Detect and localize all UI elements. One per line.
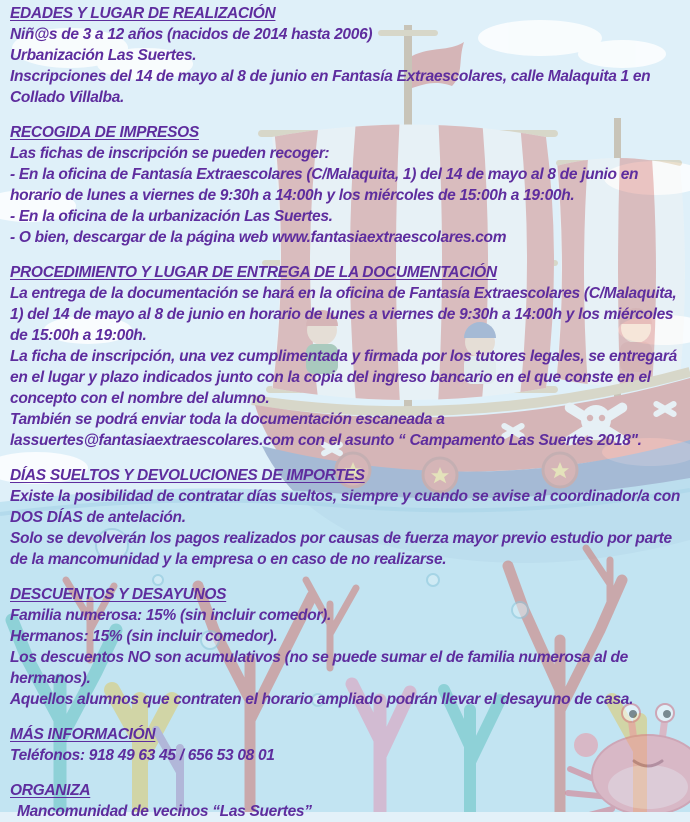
section-recogida	[10, 122, 682, 248]
section-heading: MÁS INFORMACIÓN	[10, 726, 156, 743]
section-paragraph: La ficha de inscripción, una vez cumplimentada y firmada por los tutores legales, se entregará en el lugar y plazo indicados junto con la copia del ingreso bancario en el que conste en el concepto con el nombre del alumno.	[10, 348, 677, 407]
section-paragraph: Mancomunidad de vecinos “Las Suertes”	[17, 803, 312, 820]
section-paragraph: Los descuentos NO son acumulativos (no se puede sumar el de familia numerosa al de hermanos).	[10, 649, 628, 687]
section-heading: DÍAS SUELTOS Y DEVOLUCIONES DE IMPORTES	[10, 467, 365, 484]
section-mas-informacion	[10, 724, 682, 766]
section-paragraph: Urbanización Las Suertes.	[10, 47, 197, 64]
section-paragraph: Las fichas de inscripción se pueden recoger:	[10, 145, 330, 162]
section-paragraph: - En la oficina de la urbanización Las Suertes.	[10, 208, 333, 225]
section-paragraph: Niñ@s de 3 a 12 años (nacidos de 2014 hasta 2006)	[10, 26, 373, 43]
section-paragraph: Teléfonos: 918 49 63 45 / 656 53 08 01	[10, 747, 275, 764]
section-heading: PROCEDIMIENTO Y LUGAR DE ENTREGA DE LA DOCUMENTACIÓN	[10, 264, 497, 281]
section-paragraph: Familia numerosa: 15% (sin incluir comedor).	[10, 607, 331, 624]
section-paragraph: Solo se devolverán los pagos realizados por causas de fuerza mayor previo estudio por parte de la mancomunidad y la empresa o en caso de no realizarse.	[10, 530, 672, 568]
section-heading: RECOGIDA DE IMPRESOS	[10, 124, 199, 141]
section-heading: ORGANIZA	[10, 782, 91, 799]
section-paragraph: Aquellos alumnos que contraten el horario ampliado podrán llevar el desayuno de casa.	[10, 691, 634, 708]
section-descuentos	[10, 584, 682, 710]
section-paragraph: - O bien, descargar de la página web www.fantasiaextraescolares.com	[10, 229, 507, 246]
section-paragraph: Existe la posibilidad de contratar días sueltos, siempre y cuando se avise al coordinador/a con DOS DÍAS de antelación.	[10, 488, 681, 526]
section-heading: EDADES Y LUGAR DE REALIZACIÓN	[10, 5, 276, 22]
section-dias-sueltos	[10, 465, 682, 570]
section-paragraph: - En la oficina de Fantasía Extraescolares (C/Malaquita, 1) del 14 de mayo al 8 de junio en horario de lunes a viernes de 9:30h a 14:00h y los miércoles de 15:00h a 19:00h.	[10, 166, 639, 204]
section-organiza	[10, 780, 682, 822]
section-paragraph: La entrega de la documentación se hará en la oficina de Fantasía Extraescolares (C/Malaquita, 1) del 14 de mayo al 8 de junio en horario de lunes a viernes de 9:30h a 14:00h y los miércoles de 15:00h a 19:00h.	[10, 285, 677, 344]
section-paragraph: Inscripciones del 14 de mayo al 8 de junio en Fantasía Extraescolares, calle Malaquita 1 en Collado Villalba.	[10, 68, 651, 106]
section-edades	[10, 3, 682, 108]
section-procedimiento	[10, 262, 682, 451]
section-heading: DESCUENTOS Y DESAYUNOS	[10, 586, 227, 603]
section-paragraph: Hermanos: 15% (sin incluir comedor).	[10, 628, 278, 645]
section-paragraph: También se podrá enviar toda la documentación escaneada a lassuertes@fantasiaextraescolares.com con el asunto “ Campamento Las Suertes 2018".	[10, 411, 642, 449]
